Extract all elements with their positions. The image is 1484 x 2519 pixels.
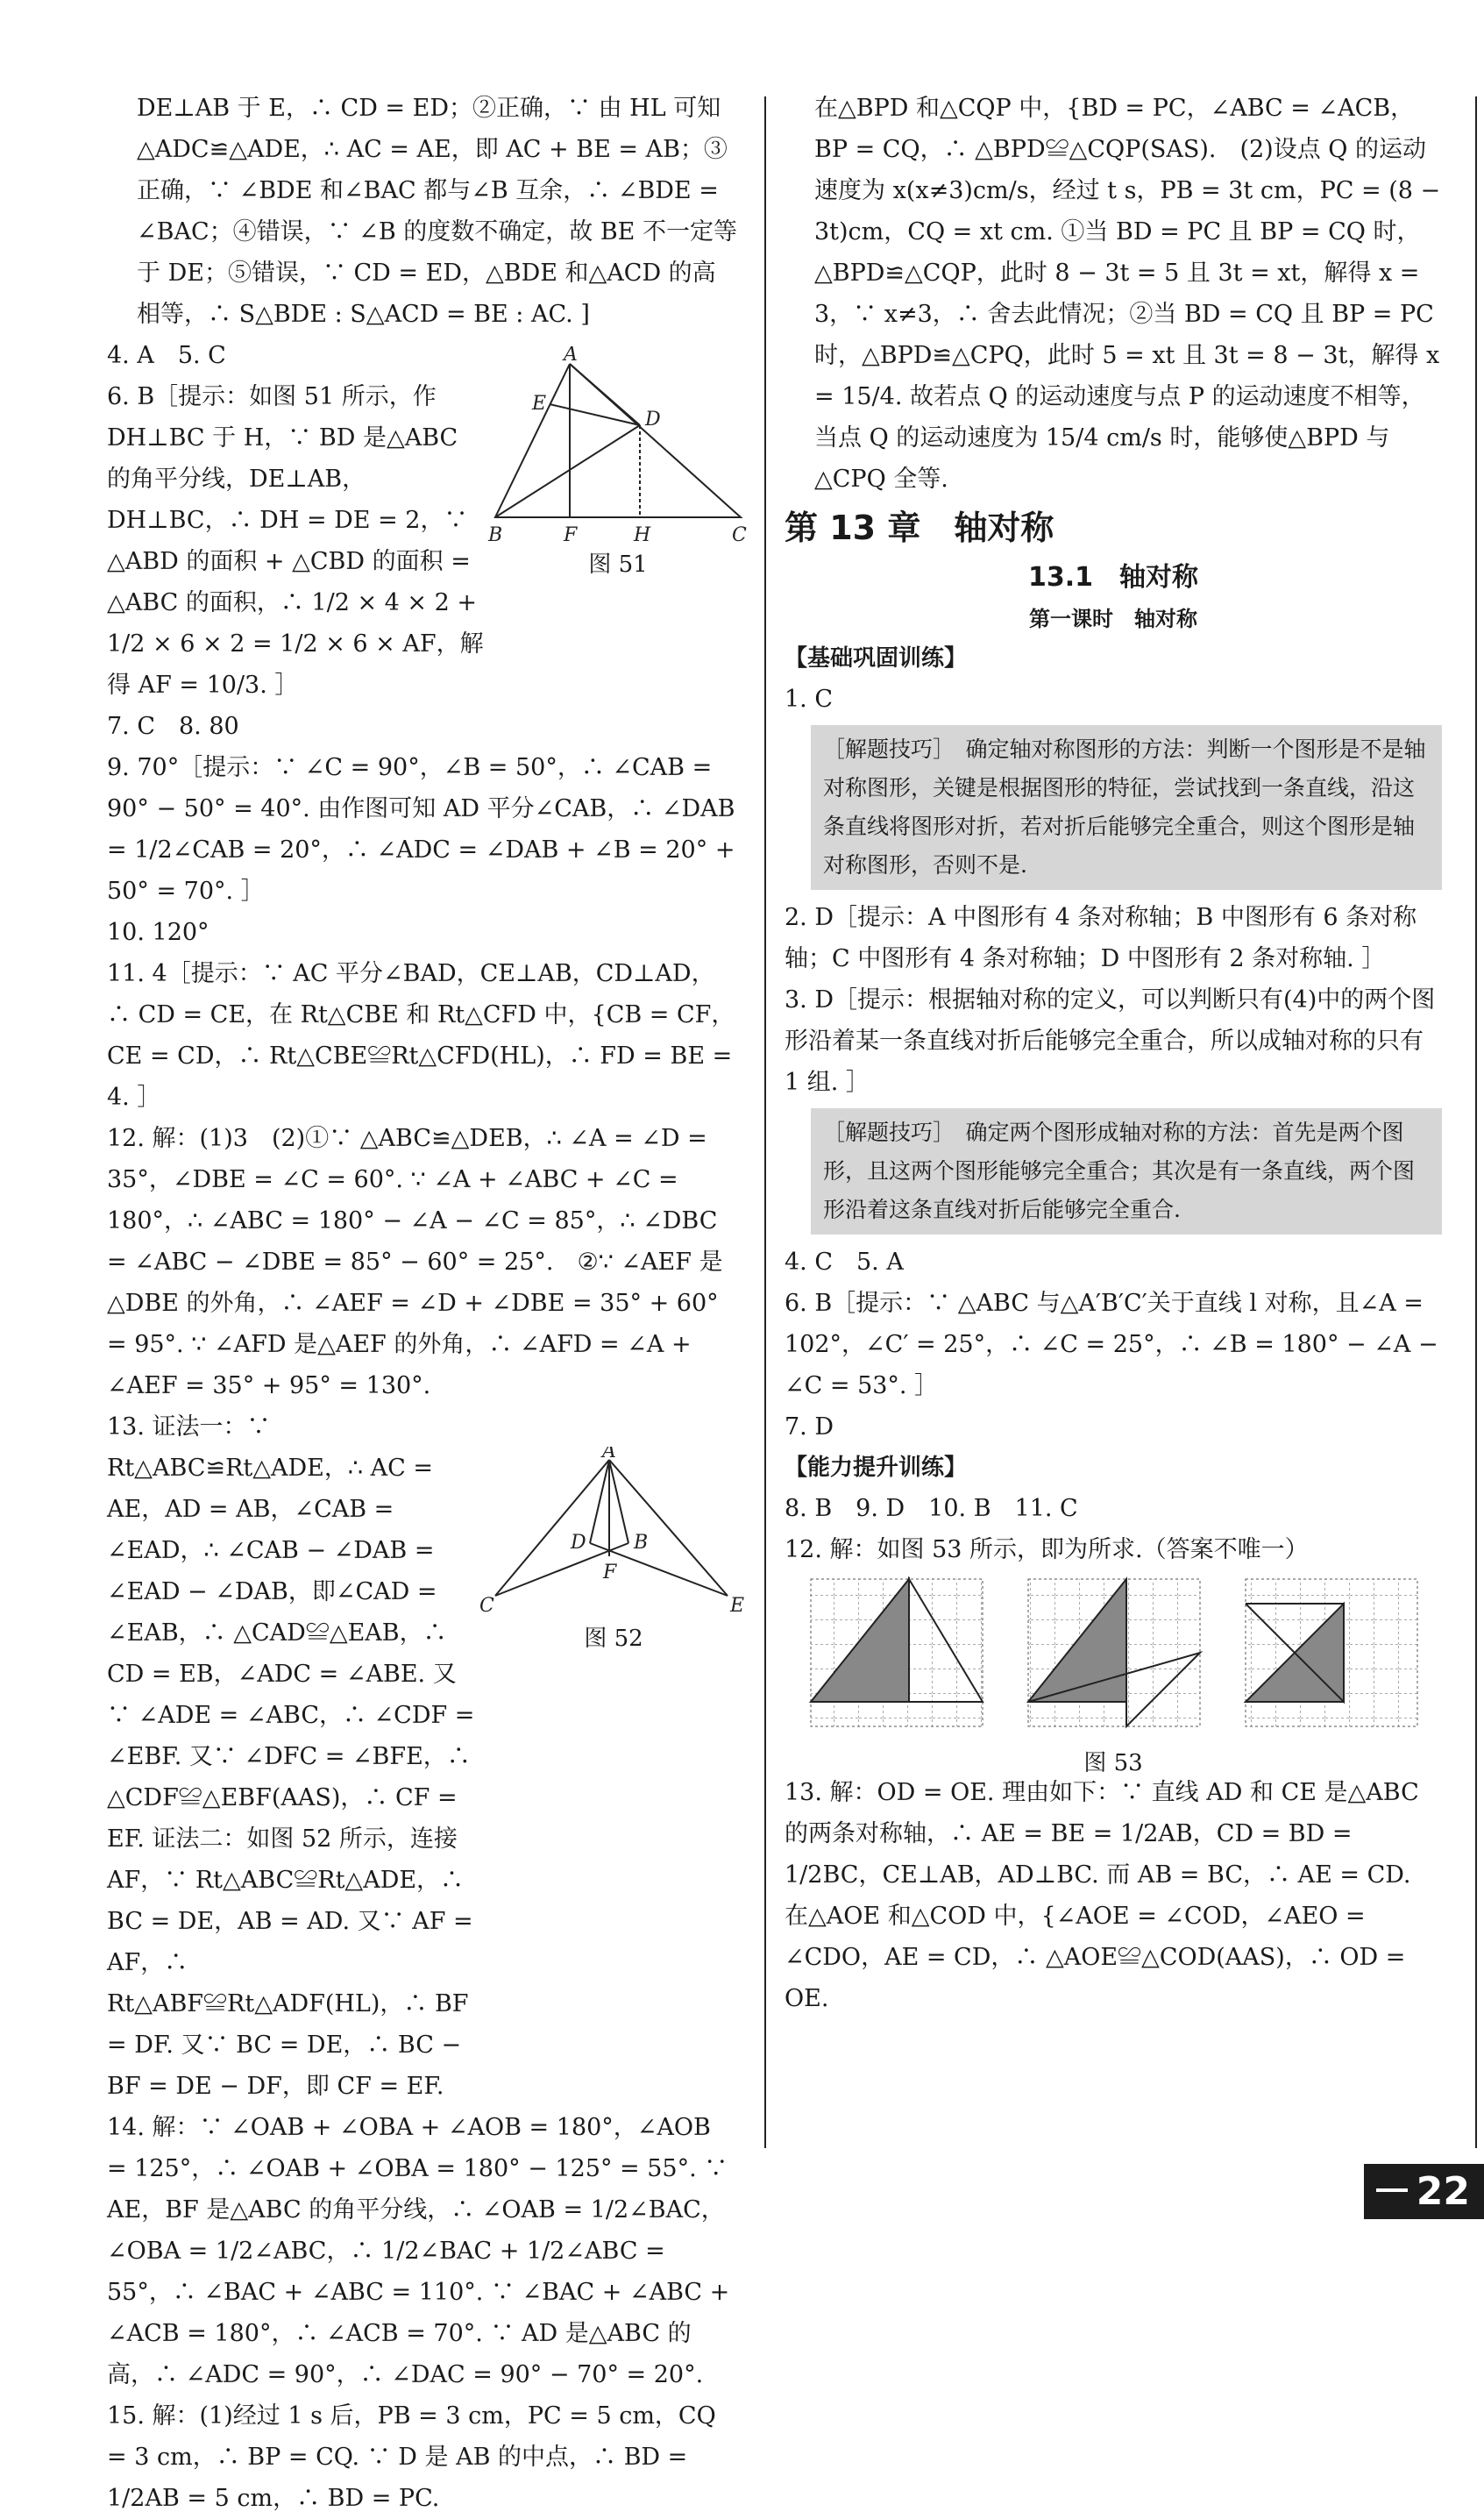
ability-answer-12: 12. 解：如图 53 所示，即为所求.（答案不唯一）	[785, 1536, 1309, 1563]
tip-box-2: ［解题技巧］ 确定两个图形成轴对称的方法：首先是两个图形，且这两个图形能够完全重合；其次是有一条直线，两个图形沿着这条直线对折后能够完全重合.	[811, 1108, 1442, 1235]
fig51-label-e: E	[532, 393, 547, 415]
fig52-label-b: B	[634, 1532, 649, 1554]
page-number	[1364, 2164, 1484, 2219]
answer-15-continued: 在△BPD 和△CQP 中，{BD = PC，∠ABC = ∠ACB，BP = CQ，∴ △BPD≌△CQP(SAS). (2)设点 Q 的运动速度为 x(x≠3)cm/s，经过 t s，PB = 3t cm，PC = (8 − 3t)cm，CQ = xt cm. ①当 BD = PC 且 BP = CQ 时，△BPD≌△CQP，此时 8 − 3t = 5 且 3t = xt，解得 x = 3，∵ x≠3，∴ 舍去此情况；②当 BD = CQ 且 BP = PC 时，△BPD≌△CPQ，此时 5 = xt 且 3t = 8 − 3t，解得 x = 15/4. 故若点 Q 的运动速度与点 P 的运动速度不相等，当点 Q 的运动速度为 15/4 cm/s 时，能够使△BPD 与△CPQ 全等.	[814, 95, 1441, 493]
fig52-label-d: D	[571, 1532, 586, 1554]
page-number-dash	[1376, 2188, 1408, 2192]
tip-box-1: ［解题技巧］ 确定轴对称图形的方法：判断一个图形是不是轴对称图形，关键是根据图形的特征，尝试找到一条直线，沿这条直线将图形对折，若对折后能够完全重合，则这个图形是轴对称图形，否则不是.	[811, 725, 1442, 890]
answer-9: 9. 70°［提示：∵ ∠C = 90°，∠B = 50°，∴ ∠CAB = 90° − 50° = 40°. 由作图可知 AD 平分∠CAB，∴ ∠DAB = 1/2∠CAB = 20°，∴ ∠ADC = ∠DAB + ∠B = 20° + 50° = 70°. ］	[107, 754, 735, 905]
chapter-title: 第 13 章 轴对称	[785, 509, 1054, 547]
figure-53-caption: 图 53	[1083, 1750, 1143, 1776]
answer-11: 11. 4［提示：∵ AC 平分∠BAD，CE⊥AB，CD⊥AD，∴ CD = CE，在 Rt△CBE 和 Rt△CFD 中，{CB = CF，CE = CD，∴ Rt△CBE≌Rt△CFD(HL)，∴ FD = BE = 4. ］	[107, 960, 735, 1111]
fig52-label-e: E	[730, 1595, 745, 1617]
fig51-label-a: A	[564, 346, 578, 366]
fig51-label-b: B	[488, 524, 503, 546]
fig51-label-h: H	[634, 524, 651, 546]
basic-training-heading: 【基础巩固训练】	[785, 645, 968, 672]
figure-51-diagram	[486, 346, 749, 548]
figure-51-caption: 图 51	[588, 551, 648, 578]
answer-10: 10. 120°	[107, 919, 209, 946]
fig51-label-c: C	[732, 524, 747, 546]
basic-answer-6: 6. B［提示：∵ △ABC 与△A′B′C′关于直线 l 对称，且∠A = 102°，∠C′ = 25°，∴ ∠C = 25°，∴ ∠B = 180° − ∠A − ∠C = 53°. ］	[785, 1290, 1438, 1399]
answer-12: 12. 解：(1)3 (2)①∵ △ABC≌△DEB，∴ ∠A = ∠D = 35°，∠DBE = ∠C = 60°. ∵ ∠A + ∠ABC + ∠C = 180°，∴ ∠ABC = 180° − ∠A − ∠C = 85°，∴ ∠DBC = ∠ABC − ∠DBE = 85° − 60° = 25°. ②∵ ∠AEF 是△DBE 的外角，∴ ∠AEF = ∠D + ∠DBE = 35° + 60° = 95°. ∵ ∠AFD 是△AEF 的外角，∴ ∠AFD = ∠A + ∠AEF = 35° + 95° = 130°.	[107, 1125, 723, 1399]
figure-51	[486, 346, 749, 583]
section-title: 13.1 轴对称	[1027, 562, 1199, 593]
answer-14: 14. 解：∵ ∠OAB + ∠OBA + ∠AOB = 180°，∠AOB = 125°，∴ ∠OAB + ∠OBA = 180° − 125° = 55°. ∵ AE，BF 是△ABC 的角平分线，∴ ∠OAB = 1/2∠BAC，∠OBA = 1/2∠ABC，∴ 1/2∠BAC + 1/2∠ABC = 55°，∴ ∠BAC + ∠ABC = 110°. ∵ ∠BAC + ∠ABC + ∠ACB = 180°，∴ ∠ACB = 70°. ∵ AD 是△ABC 的高，∴ ∠ADC = 90°，∴ ∠DAC = 90° − 70° = 20°.	[107, 2114, 730, 2388]
answer-15: 15. 解：(1)经过 1 s 后，PB = 3 cm，PC = 5 cm，CQ = 3 cm，∴ BP = CQ. ∵ D 是 AB 的中点，∴ BD = 1/2AB = 5 cm，∴ BD = PC.	[107, 2402, 716, 2512]
answer-7-8: 7. C 8. 80	[107, 713, 239, 740]
ability-answer-13: 13. 解：OD = OE. 理由如下：∵ 直线 AD 和 CE 是△ABC 的两条对称轴，∴ AE = BE = 1/2AB，CD = BD = 1/2BC，CE⊥AB，AD⊥BC. 而 AB = BC，∴ AE = CD. 在△AOE 和△COD 中，{∠AOE = ∠COD，∠AEO = ∠CDO，AE = CD，∴ △AOE≌△COD(AAS)，∴ OD = OE.	[785, 1779, 1419, 2012]
figure-53-grids	[785, 1570, 1442, 1737]
figure-52-diagram	[478, 1447, 749, 1622]
figure-52	[478, 1447, 749, 1675]
subsection-title: 第一课时 轴对称	[1029, 607, 1197, 631]
fig53-grid-3	[1246, 1579, 1417, 1726]
page-number-value: 22	[1416, 2169, 1470, 2214]
answer-3-continued: DE⊥AB 于 E，∴ CD = ED；②正确，∵ 由 HL 可知△ADC≌△ADE，∴ AC = AE，即 AC + BE = AB；③正确，∵ ∠BDE 和∠BAC 都与∠B 互余，∴ ∠BDE = ∠BAC；④错误，∵ ∠B 的度数不确定，故 BE 不一定等于 DE；⑤错误，∵ CD = ED，△BDE 和△ACD 的高相等，∴ S△BDE : S△ACD = BE : AC. ]	[137, 95, 737, 328]
answer-13: 13. 证法一：∵ Rt△ABC≌Rt△ADE，∴ AC = AE，AD = AB，∠CAB = ∠EAD，∴ ∠CAB − ∠DAB = ∠EAD − ∠DAB，即∠CAD = ∠EAB，∴ △CAD≌△EAB，∴ CD = EB，∠ADC = ∠ABE. 又∵ ∠ADE = ∠ABC，∴ ∠CDF = ∠EBF. 又∵ ∠DFC = ∠BFE，∴ △CDF≌△EBF(AAS)，∴ CF = EF. 证法二：如图 52 所示，连接 AF，∵ Rt△ABC≌Rt△ADE，∴ BC = DE，AB = AD. 又∵ AF = AF，∴ Rt△ABF≌Rt△ADF(HL)，∴ BF = DF. 又∵ BC = DE，∴ BC − BF = DE − DF，即 CF = EF.	[107, 1413, 475, 2100]
fig52-ac	[495, 1460, 609, 1596]
right-column	[785, 88, 1442, 2019]
basic-answer-7: 7. D	[785, 1413, 834, 1441]
fig53-grid-1	[811, 1579, 983, 1726]
basic-answer-3: 3. D［提示：根据轴对称的定义，可以判断只有(4)中的两个图形沿着某一条直线对折后能够完全重合，所以成轴对称的只有 1 组. ］	[785, 986, 1436, 1096]
basic-answer-1: 1. C	[785, 686, 834, 713]
column-divider	[764, 96, 766, 2148]
ability-answer-8-11: 8. B 9. D 10. B 11. C	[785, 1495, 1078, 1522]
figure-53	[785, 1570, 1442, 1776]
figure-52-caption: 图 52	[584, 1626, 643, 1652]
fig52-label-c: C	[479, 1595, 494, 1617]
fig52-ae	[609, 1460, 728, 1596]
page-edge-bar	[1475, 96, 1484, 2148]
basic-answer-2: 2. D［提示：A 中图形有 4 条对称轴；B 中图形有 6 条对称轴；C 中图形有 4 条对称轴；D 中图形有 2 条对称轴. ］	[785, 904, 1417, 972]
fig52-label-f: F	[603, 1562, 617, 1583]
ability-training-heading: 【能力提升训练】	[785, 1455, 968, 1481]
basic-answer-4-5: 4. C 5. A	[785, 1249, 904, 1276]
answer-6: 6. B［提示：如图 51 所示，作 DH⊥BC 于 H，∵ BD 是△ABC 的角平分线，DE⊥AB，DH⊥BC，∴ DH = DE = 2，∵ △ABD 的面积 + △CBD 的面积 = △ABC 的面积，∴ 1/2 × 4 × 2 + 1/2 × 6 × 2 = 1/2 × 6 × AF，解得 AF = 10/3. ］	[107, 383, 484, 699]
fig52-ab	[609, 1460, 628, 1543]
fig51-label-f: F	[564, 524, 578, 546]
fig53-grid-2	[1028, 1579, 1200, 1726]
fig51-label-d: D	[645, 409, 661, 431]
fig51-ac-to-e	[570, 364, 640, 425]
answer-4-5: 4. A 5. C	[107, 342, 226, 369]
fig52-label-a: A	[602, 1447, 616, 1462]
